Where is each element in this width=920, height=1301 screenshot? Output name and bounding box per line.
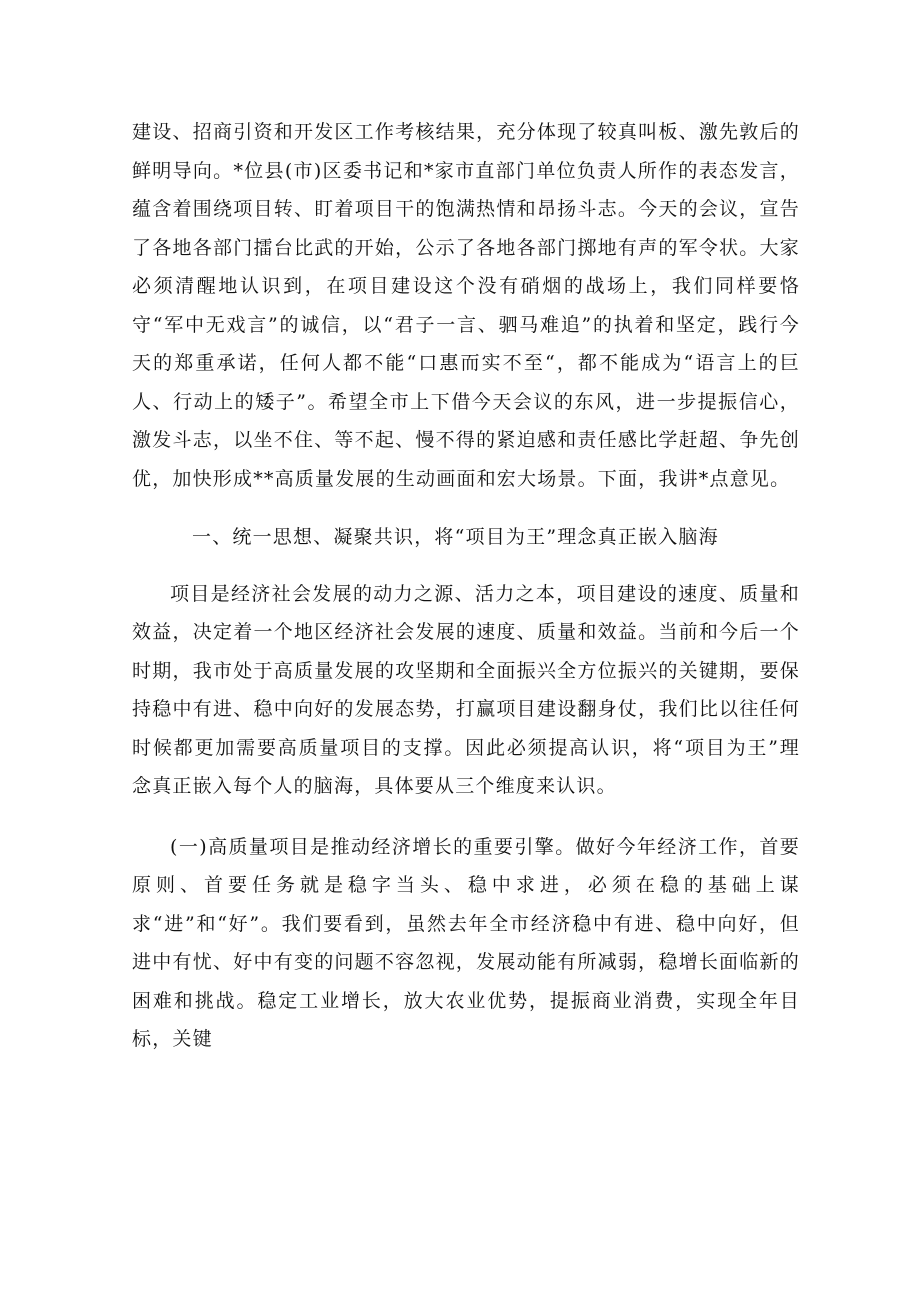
paragraph-projects-importance: 项目是经济社会发展的动力之源、活力之本，项目建设的速度、质量和效益，决定着一个地区经济社会发展的速度、质量和效益。当前和今后一个时期，我市处于高质量发展的攻坚期和全面振兴全方位振兴的关键期，要保持稳中有进、稳中向好的发展态势，打赢项目建设翻身仗，我们比以往任何时候都更加需要高质量项目的支撑。因此必须提高认识，将“项目为王”理念真正嵌入每个人的脑海，具体要从三个维度来认识。	[132, 582, 800, 797]
paragraph-continuation: 建设、招商引资和开发区工作考核结果，充分体现了较真叫板、激先敦后的鲜明导向。*位县(市)区委书记和*家市直部门单位负责人所作的表态发言，蕴含着围绕项目转、盯着项目干的饱满热情和昂扬斗志。今天的会议，宣告了各地各部门擂台比武的开始，公示了各地各部门掷地有声的军令状。大家必须清醒地认识到，在项目建设这个没有硝烟的战场上，我们同样要恪守“军中无戏言”的诚信，以“君子一言、驷马难追”的执着和坚定，践行今天的郑重承诺，任何人都不能“口惠而实不至“，都不能成为“语言上的巨人、行动上的矮子”。希望全市上下借今天会议的东风，进一步提振信心，激发斗志，以坐不住、等不起、慢不得的紧迫感和责任感比学赶超、争先创优，加快形成**高质量发展的生动画面和宏大场景。下面，我讲*点意见。	[132, 121, 800, 490]
section-heading-1: 一、统一思想、凝聚共识，将“项目为王”理念真正嵌入脑海	[192, 526, 719, 548]
paragraph-subsection-1: (一)高质量项目是推动经济增长的重要引擎。做好今年经济工作，首要原则、首要任务就是稳字当头、稳中求进，必须在稳的基础上谋求“进”和“好”。我们要看到，虽然去年全市经济稳中有进、稳中向好，但进中有忧、好中有变的问题不容忽视，发展动能有所减弱，稳增长面临新的困难和挑战。稳定工业增长，放大农业优势，提振商业消费，实现全年目标，关键	[132, 835, 800, 1050]
